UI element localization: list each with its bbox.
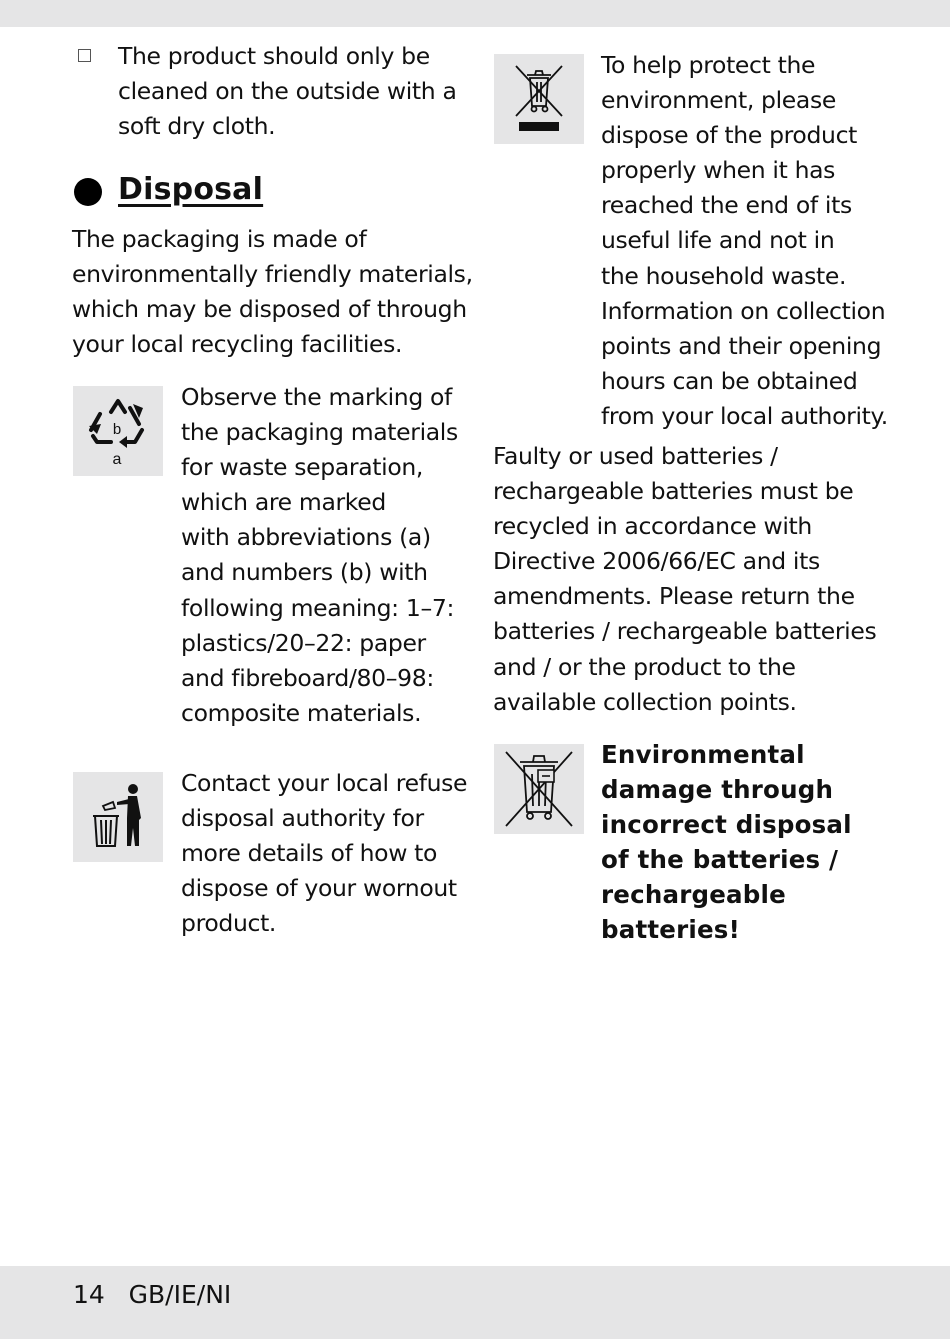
battery-bin-icon [494,744,584,834]
packaging-text: The packaging is made of environmentally friendly materials, which may be disposed of through your local recycling facilities. [72,225,473,359]
recycling-arrows-icon [73,386,163,476]
recycling-symbol-icon [73,386,163,476]
heading-bullet-icon [74,178,102,206]
batteries-text: Faulty or used batteries / rechargeable batteries must be recycled in accordance with Directive 2006/66/EC and its amendments. Please return the batteries / rechargeable batteries and / or the product to the available collection points. [493,442,877,716]
top-bar [0,0,950,27]
battery-warning-text: Environmental damage through incorrect disposal of the batteries / rechargeable batteries! [601,740,852,944]
crossed-out-wheelie-bin-icon [494,54,584,144]
page-number: 14 [73,1280,105,1309]
disposal-heading: Disposal [118,172,264,207]
weee-bin-icon [494,54,584,144]
cleaning-note: The product should only be cleaned on the outside with a soft dry cloth. [118,42,457,141]
crossed-out-bin-battery-icon [494,744,584,834]
recycling-label-b: b [112,421,122,438]
environment-text: To help protect the environment, please dispose of the product properly when it has reached the end of its useful life and not in the household waste. Information on collection points and their opening hours can be obtained from your local authority. [601,51,888,430]
refuse-text: Contact your local refuse disposal authority for more details of how to dispose of your wornout product. [181,769,468,938]
person-trash-can-icon [73,772,163,862]
region-label: GB/IE/NI [128,1280,232,1309]
marking-text: Observe the marking of the packaging materials for waste separation, which are marked with abbreviations (a) and numbers (b) with following meaning: 1–7: plastics/20–22: paper and fibreboard/80–98: composite materials. [181,383,458,727]
page-footer [73,1280,231,1309]
recycling-label-a: a [112,451,122,468]
checkbox-bullet-icon [78,49,91,62]
tidyman-icon [73,772,163,862]
